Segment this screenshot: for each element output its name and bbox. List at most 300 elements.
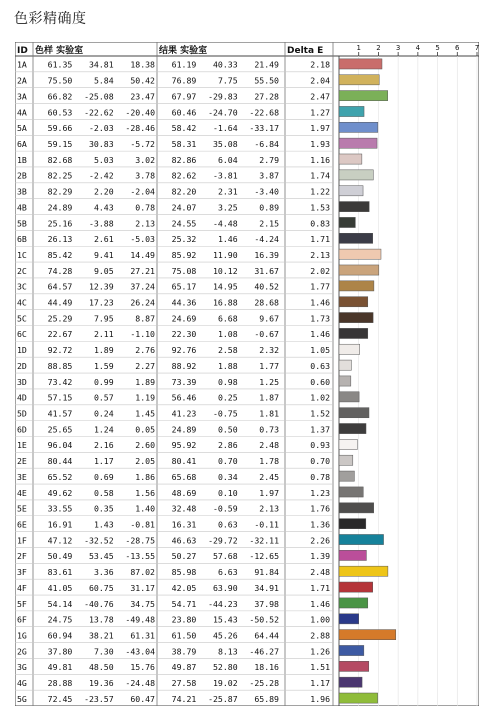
delta-e-value: 1.53 (310, 202, 330, 213)
measured-lab-value: 16.88 (213, 297, 238, 308)
table-row (17, 677, 362, 688)
delta-e-value: 1.16 (310, 154, 330, 165)
target-lab-value: -0.81 (130, 519, 155, 530)
target-lab-value: -43.04 (125, 646, 155, 657)
target-lab-value: 33.55 (47, 503, 73, 514)
target-lab-value: 28.88 (47, 678, 73, 689)
delta-e-bar (339, 154, 362, 164)
measured-lab-value: 85.98 (171, 567, 197, 578)
delta-e-bar (339, 106, 364, 116)
measured-lab-value: 48.69 (171, 487, 197, 498)
delta-e-value: 0.78 (310, 471, 330, 482)
target-lab-value: 1.89 (135, 376, 155, 387)
target-lab-value: 72.45 (47, 693, 73, 704)
delta-e-bar (339, 138, 377, 148)
measured-lab-value: 61.19 (171, 59, 197, 70)
table-row (17, 281, 374, 292)
measured-lab-value: 2.58 (217, 345, 238, 356)
target-lab-value: 16.91 (47, 519, 73, 530)
target-lab-value: -25.08 (84, 91, 114, 102)
measured-lab-value: 61.50 (171, 630, 197, 641)
color-accuracy-table (15, 42, 479, 706)
target-lab-value: 0.99 (93, 376, 114, 387)
delta-e-bar (339, 645, 364, 655)
measured-lab-value: -6.84 (254, 139, 279, 149)
target-lab-value: 66.82 (47, 91, 73, 102)
delta-e-value: 2.04 (310, 75, 330, 86)
measured-lab-value: 0.89 (259, 202, 279, 213)
measured-lab-value: 1.25 (259, 376, 279, 387)
delta-e-bar (339, 423, 366, 433)
row-id: 6B (17, 234, 27, 245)
row-id: 6E (17, 519, 27, 530)
target-lab-value: 2.13 (135, 218, 155, 229)
row-id: 4F (17, 582, 27, 593)
target-lab-value: 41.57 (47, 408, 73, 419)
target-lab-value: -2.04 (130, 186, 155, 197)
delta-e-value: 1.02 (310, 392, 330, 403)
table-row (17, 423, 366, 434)
measured-lab-value: 91.84 (254, 567, 279, 578)
delta-e-value: 1.36 (310, 519, 330, 530)
target-lab-value: 9.41 (93, 249, 114, 260)
delta-e-value: 2.02 (310, 265, 330, 276)
header-target: 色样 实验室 (35, 46, 84, 56)
measured-lab-value: -46.27 (249, 646, 279, 657)
target-lab-value: 1.56 (135, 487, 155, 498)
row-id: 2A (17, 75, 27, 86)
delta-e-value: 1.00 (310, 614, 330, 625)
delta-e-bar (339, 344, 360, 354)
row-id: 5G (17, 693, 27, 704)
delta-e-bar (339, 439, 357, 449)
measured-lab-value: 0.10 (217, 487, 238, 498)
target-lab-value: 74.28 (47, 265, 73, 276)
measured-lab-value: 57.68 (213, 551, 238, 562)
measured-lab-value: 1.81 (259, 408, 279, 419)
target-lab-value: 1.19 (135, 392, 155, 403)
target-lab-value: 1.17 (93, 456, 114, 467)
measured-lab-value: 40.52 (254, 281, 279, 292)
target-lab-value: -13.55 (125, 551, 155, 562)
delta-e-value: 1.52 (310, 408, 330, 419)
row-id: 2D (17, 360, 27, 371)
target-lab-value: -49.48 (125, 614, 155, 625)
row-id: 6F (17, 614, 27, 625)
row-id: 4D (17, 392, 27, 403)
measured-lab-value: 45.26 (213, 630, 238, 641)
axis-tick-label: 6 (455, 44, 460, 52)
target-lab-value: 85.42 (47, 249, 73, 260)
target-lab-value: 0.24 (93, 408, 114, 419)
measured-lab-value: -25.28 (249, 678, 279, 689)
target-lab-value: 23.47 (130, 91, 155, 102)
row-id: 3A (17, 91, 27, 102)
delta-e-bar (339, 614, 359, 624)
row-id: 2B (17, 170, 27, 181)
target-lab-value: 26.24 (130, 297, 155, 308)
table-row (17, 313, 373, 324)
measured-lab-value: 58.31 (171, 139, 197, 149)
measured-lab-value: -32.11 (249, 535, 279, 546)
target-lab-value: 2.61 (93, 234, 114, 245)
row-id: 3F (17, 567, 27, 578)
target-lab-value: 30.83 (89, 139, 114, 149)
measured-lab-value: 27.28 (254, 91, 279, 102)
delta-e-value: 0.93 (310, 440, 330, 451)
measured-lab-value: 11.90 (213, 249, 238, 260)
target-lab-value: 18.38 (130, 59, 155, 70)
row-id: 2E (17, 456, 27, 467)
target-lab-value: 34.75 (130, 598, 155, 609)
measured-lab-value: 49.87 (171, 662, 197, 673)
target-lab-value: 22.67 (47, 329, 73, 340)
row-id: 4C (17, 297, 27, 308)
measured-lab-value: -0.59 (213, 503, 238, 514)
row-id: 4G (17, 678, 27, 689)
target-lab-value: 64.57 (47, 281, 73, 292)
target-lab-value: 25.65 (47, 424, 73, 435)
target-lab-value: 7.95 (93, 313, 114, 324)
target-lab-value: 80.44 (47, 456, 73, 467)
target-lab-value: 47.12 (47, 535, 73, 546)
measured-lab-value: -12.65 (249, 551, 279, 562)
target-lab-value: 0.57 (93, 392, 114, 403)
measured-lab-value: 55.50 (254, 75, 279, 86)
row-id: 4E (17, 487, 27, 498)
measured-lab-value: 65.17 (171, 281, 197, 292)
measured-lab-value: 23.80 (171, 614, 197, 625)
target-lab-value: 96.04 (47, 440, 73, 451)
measured-lab-value: -0.67 (254, 329, 279, 340)
delta-e-bar (339, 186, 363, 196)
measured-lab-value: 44.36 (171, 297, 197, 308)
row-id: 3G (17, 662, 27, 673)
delta-e-bar (339, 582, 373, 592)
delta-e-bar (339, 661, 369, 671)
measured-lab-value: 28.68 (254, 297, 279, 308)
table-row (17, 661, 369, 672)
delta-e-value: 1.05 (310, 345, 330, 356)
delta-e-bar (339, 693, 378, 703)
header-measured: 结果 实验室 (159, 46, 208, 56)
target-lab-value: 7.30 (93, 646, 114, 657)
measured-lab-value: 64.44 (254, 630, 279, 641)
measured-lab-value: 8.13 (217, 646, 238, 657)
measured-lab-value: 85.92 (171, 249, 197, 260)
delta-e-value: 1.37 (310, 424, 330, 435)
row-id: 6C (17, 329, 27, 340)
delta-e-bar (339, 519, 366, 529)
measured-lab-value: 22.30 (171, 329, 197, 340)
delta-e-value: 1.17 (310, 678, 330, 689)
target-lab-value: -20.40 (125, 107, 155, 118)
header-delta-e: Delta E (287, 46, 324, 56)
target-lab-value: 2.20 (93, 186, 114, 197)
target-lab-value: 19.36 (89, 678, 114, 689)
measured-lab-value: 82.86 (171, 154, 197, 165)
delta-e-value: 1.76 (310, 503, 330, 514)
delta-e-bar (339, 249, 381, 259)
target-lab-value: 27.21 (130, 265, 155, 276)
target-lab-value: 41.05 (47, 582, 73, 593)
table-row (17, 328, 368, 339)
delta-e-value: 1.97 (310, 123, 330, 134)
table-row (17, 154, 362, 165)
target-lab-value: 82.29 (47, 186, 73, 197)
target-lab-value: 0.78 (135, 202, 155, 213)
axis-tick-label: 3 (395, 44, 401, 52)
measured-lab-value: 27.58 (171, 678, 197, 689)
measured-lab-value: 2.13 (259, 503, 279, 514)
measured-lab-value: 76.89 (171, 75, 197, 86)
measured-lab-value: 18.16 (254, 662, 279, 673)
target-lab-value: 1.59 (93, 360, 114, 371)
target-lab-value: 2.76 (135, 345, 155, 356)
measured-lab-value: 40.33 (213, 59, 238, 70)
measured-lab-value: 7.75 (217, 75, 238, 86)
measured-lab-value: 1.87 (259, 392, 279, 403)
delta-e-bar (339, 392, 359, 402)
measured-lab-value: -44.23 (208, 598, 238, 609)
measured-lab-value: -22.68 (249, 107, 279, 118)
delta-e-value: 2.47 (310, 91, 330, 102)
target-lab-value: 3.02 (135, 154, 155, 165)
measured-lab-value: -50.52 (249, 614, 279, 625)
target-lab-value: 26.13 (47, 234, 73, 245)
target-lab-value: -3.88 (89, 218, 114, 229)
target-lab-value: 2.11 (93, 329, 114, 340)
target-lab-value: 2.05 (135, 456, 155, 467)
delta-e-value: 1.23 (310, 487, 330, 498)
target-lab-value: 9.05 (93, 265, 114, 276)
axis-tick-label: 7 (474, 44, 479, 52)
measured-lab-value: -0.75 (213, 408, 238, 419)
measured-lab-value: 75.08 (171, 265, 197, 276)
measured-lab-value: 1.46 (217, 234, 238, 245)
axis-tick-label: 2 (376, 44, 381, 52)
row-id: 5F (17, 598, 27, 609)
delta-e-bar (339, 487, 363, 497)
measured-lab-value: 82.20 (171, 186, 197, 197)
measured-lab-value: 56.46 (171, 392, 197, 403)
delta-e-value: 2.26 (310, 535, 330, 546)
measured-lab-value: -29.72 (208, 535, 238, 546)
delta-e-bar (339, 566, 388, 576)
measured-lab-value: 2.86 (217, 440, 238, 451)
target-lab-value: 48.50 (89, 662, 114, 673)
measured-lab-value: 2.48 (259, 440, 279, 451)
delta-e-bar (339, 534, 384, 544)
table-row (17, 487, 363, 498)
target-lab-value: 54.14 (47, 598, 73, 609)
measured-lab-value: 0.98 (217, 376, 238, 387)
target-lab-value: 44.49 (47, 297, 73, 308)
measured-lab-value: 67.97 (171, 91, 197, 102)
row-id: 5A (17, 123, 27, 134)
target-lab-value: 17.23 (89, 297, 114, 308)
measured-lab-value: -24.70 (208, 107, 238, 118)
table-row (17, 170, 373, 181)
target-lab-value: 0.05 (135, 424, 155, 435)
measured-lab-value: 14.95 (213, 281, 238, 292)
delta-e-bar (339, 170, 373, 180)
measured-lab-value: 95.92 (171, 440, 197, 451)
measured-lab-value: 82.62 (171, 170, 197, 181)
target-lab-value: 92.72 (47, 345, 73, 356)
delta-e-bar (339, 503, 374, 513)
target-lab-value: 60.47 (130, 693, 155, 704)
delta-e-value: 1.27 (310, 107, 330, 118)
table-row (17, 233, 373, 244)
target-lab-value: 88.85 (47, 360, 73, 371)
target-lab-value: 13.78 (89, 614, 114, 625)
header-id: ID (17, 46, 28, 56)
target-lab-value: 14.49 (130, 249, 155, 260)
target-lab-value: 0.35 (93, 503, 114, 514)
measured-lab-value: 16.31 (171, 519, 197, 530)
measured-lab-value: -0.11 (254, 519, 279, 530)
delta-e-value: 1.46 (310, 329, 330, 340)
target-lab-value: 4.43 (93, 202, 114, 213)
delta-e-bar (339, 59, 382, 69)
row-id: 6D (17, 424, 27, 435)
target-lab-value: 25.16 (47, 218, 73, 229)
measured-lab-value: 73.39 (171, 376, 197, 387)
target-lab-value: 82.68 (47, 154, 73, 165)
target-lab-value: 87.02 (130, 567, 155, 578)
measured-lab-value: 24.55 (171, 218, 197, 229)
measured-lab-value: 10.12 (213, 265, 238, 276)
delta-e-value: 0.83 (310, 218, 330, 229)
target-lab-value: 1.43 (93, 519, 114, 530)
row-id: 1C (17, 249, 27, 260)
measured-lab-value: 31.67 (254, 265, 279, 276)
target-lab-value: -2.42 (89, 170, 114, 181)
measured-lab-value: 2.31 (217, 186, 238, 197)
target-lab-value: 37.24 (130, 281, 155, 292)
delta-e-bar (339, 550, 366, 560)
target-lab-value: 59.66 (47, 123, 73, 134)
measured-lab-value: 15.43 (213, 614, 238, 625)
delta-e-value: 1.74 (310, 170, 330, 181)
target-lab-value: 34.81 (89, 59, 114, 70)
measured-lab-value: 19.02 (213, 678, 238, 689)
measured-lab-value: 6.68 (217, 313, 238, 324)
measured-lab-value: -33.17 (249, 123, 279, 134)
delta-e-value: 2.18 (310, 59, 330, 70)
table-svg (15, 42, 479, 706)
target-lab-value: 73.42 (47, 376, 73, 387)
measured-lab-value: 0.73 (259, 424, 279, 435)
row-id: 4A (17, 107, 27, 118)
delta-e-bar (339, 630, 396, 640)
delta-e-bar (339, 75, 379, 85)
measured-lab-value: 41.23 (171, 408, 197, 419)
delta-e-bar (339, 265, 379, 275)
table-row (17, 106, 364, 117)
target-lab-value: -2.03 (89, 123, 114, 134)
measured-lab-value: -1.64 (213, 123, 238, 134)
measured-lab-value: 2.15 (259, 218, 279, 229)
target-lab-value: -40.76 (84, 598, 114, 609)
measured-lab-value: -4.24 (254, 234, 279, 245)
target-lab-value: 1.89 (93, 345, 114, 356)
delta-e-value: 0.60 (310, 376, 330, 387)
measured-lab-value: 80.41 (171, 456, 197, 467)
measured-lab-value: -3.81 (213, 170, 238, 181)
target-lab-value: 61.31 (130, 630, 155, 641)
row-id: 1A (17, 59, 27, 70)
delta-e-bar (339, 217, 355, 227)
table-row (17, 503, 374, 514)
target-lab-value: 49.81 (47, 662, 73, 673)
target-lab-value: 37.80 (47, 646, 73, 657)
axis-tick-label: 1 (356, 44, 361, 52)
delta-e-bar (339, 122, 378, 132)
row-id: 5C (17, 313, 27, 324)
measured-lab-value: 0.50 (217, 424, 238, 435)
delta-e-value: 1.26 (310, 646, 330, 657)
target-lab-value: 2.27 (135, 360, 155, 371)
target-lab-value: 1.40 (135, 503, 155, 514)
row-id: 5B (17, 218, 27, 229)
table-row (17, 550, 366, 561)
measured-lab-value: 0.34 (217, 471, 238, 482)
measured-lab-value: -4.48 (213, 218, 238, 229)
target-lab-value: 15.76 (130, 662, 155, 673)
row-id: 1F (17, 535, 27, 546)
table-row (17, 297, 368, 308)
measured-lab-value: 60.46 (171, 107, 197, 118)
delta-e-value: 1.77 (310, 281, 330, 292)
measured-lab-value: 1.88 (217, 360, 238, 371)
delta-e-bar (339, 202, 369, 212)
measured-lab-value: 0.63 (217, 519, 238, 530)
measured-lab-value: 6.04 (217, 154, 238, 165)
target-lab-value: 59.15 (47, 139, 73, 149)
measured-lab-value: -3.40 (254, 186, 279, 197)
target-lab-value: 60.94 (47, 630, 73, 641)
axis-tick-label: 5 (435, 44, 440, 52)
target-lab-value: 12.39 (89, 281, 114, 292)
delta-e-value: 1.71 (310, 582, 330, 593)
measured-lab-value: 63.90 (213, 582, 238, 593)
row-id: 1G (17, 630, 27, 641)
delta-e-bar (339, 328, 368, 338)
delta-e-value: 0.70 (310, 456, 330, 467)
measured-lab-value: 35.08 (213, 139, 238, 149)
row-id: 3B (17, 186, 27, 197)
target-lab-value: -28.46 (125, 123, 155, 134)
delta-e-value: 1.39 (310, 551, 330, 562)
target-lab-value: 50.49 (47, 551, 73, 562)
delta-e-bar (339, 233, 373, 243)
measured-lab-value: 9.67 (259, 313, 279, 324)
table-row (17, 202, 369, 213)
delta-e-bar (339, 598, 368, 608)
target-lab-value: 24.75 (47, 614, 73, 625)
target-lab-value: 25.29 (47, 313, 73, 324)
measured-lab-value: 3.25 (217, 202, 238, 213)
target-lab-value: 1.45 (135, 408, 155, 419)
target-lab-value: 3.78 (135, 170, 155, 181)
target-lab-value: 49.62 (47, 487, 73, 498)
target-lab-value: -24.48 (125, 678, 155, 689)
delta-e-bar (339, 297, 368, 307)
delta-e-value: 2.88 (310, 630, 330, 641)
row-id: 3C (17, 281, 27, 292)
